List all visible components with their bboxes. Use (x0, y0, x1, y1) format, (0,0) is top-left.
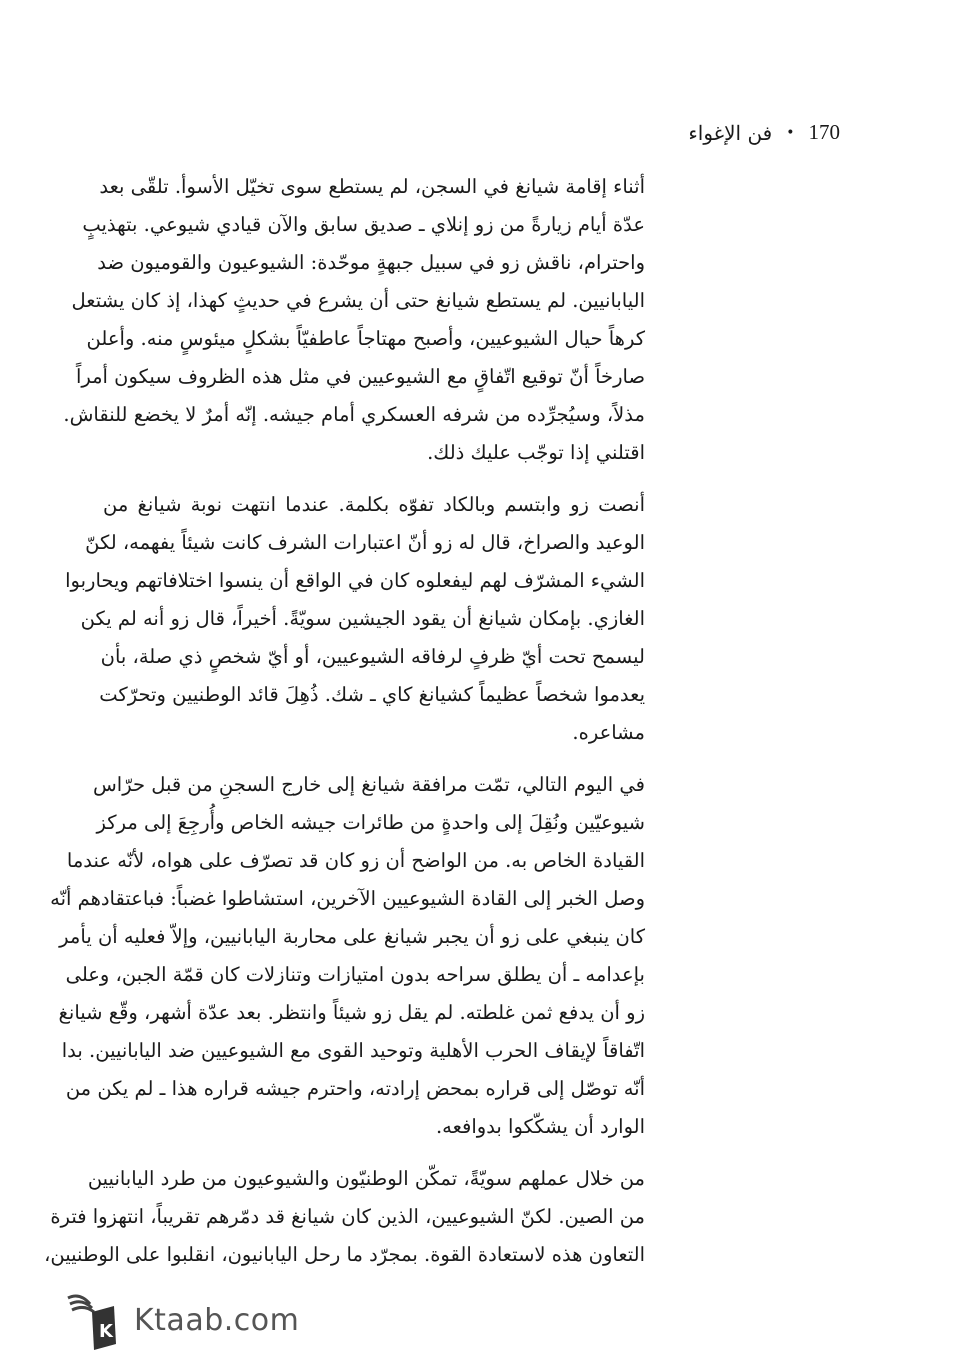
text-line: واحترام، ناقش زو في سبيل جبهةٍ موحّدة: الشيوعيون والقوميون ضد (97, 251, 645, 274)
watermark-text: Ktaab.com (134, 1302, 300, 1338)
text-line: من خلال عملهم سويّةً، تمكّن الوطنيّون والشيوعيون من طرد اليابانيين (87, 1167, 645, 1190)
text-line: الشيء المشرّف لهم ليفعلوه كان في الواقع أن ينسوا اختلافاتهم ويحاربوا (65, 569, 645, 592)
body-text (44, 168, 673, 1288)
running-title: فن الإغواء (688, 120, 773, 145)
text-line: زو أن يدفع ثمن غلطته. لم يقل زو شيئاً وانتظر. بعد عدّة أشهر، وقّع شيانغ (58, 1001, 645, 1024)
text-line: مذلاً، وسيُجرِّده من شرفه العسكري أمام جيشه. إنّه أمرٌ لا يخضع للنقاش. (63, 403, 645, 426)
text-line: من الصين. لكنّ الشيوعيين، الذين كان شيانغ قد دمّرهم تقريباً، انتهزوا فترة (50, 1205, 645, 1228)
running-header (688, 120, 840, 145)
text-line: الوعيد والصراخ، قال له زو أنّ اعتبارات الشرف كانت شيئاً يفهمه، لكنّ (85, 531, 645, 554)
text-line: أنصت زو وابتسم وبالكاد تفوّه بكلمة. عندما انتهت نوبة شيانغ من (103, 493, 645, 516)
text-line: في اليوم التالي، تمّت مرافقة شيانغ إلى خارج السجنِ من قبل حرّاس (93, 773, 645, 796)
text-line: اليابانيين. لم يستطع شيانغ حتى أن يشرع في حديثٍ كهذا، إذ كان يشتعل (71, 289, 645, 312)
text-line: يعدموا شخصاً عظيماً كشيانغ كاي ـ شك. ذُهِلَ قائد الوطنيين وتحرّكت (99, 683, 645, 706)
svg-text:K: K (99, 1321, 113, 1342)
text-line: أثناء إقامة شيانغ في السجن، لم يستطع سوى تخيّل الأسوأ. تلقّى بعد (99, 175, 645, 198)
text-line: صارخاً أنّ توقيع اتّفاقٍ مع الشيوعيين في مثل هذه الظروف سيكون أمراً (75, 365, 645, 388)
header-bullet: • (786, 124, 795, 141)
text-line: اتّفاقاً لإيقاف الحرب الأهلية وتوحيد القوى مع الشيوعيين ضد اليابانيين. بدا (61, 1039, 645, 1062)
paragraph-2 (65, 486, 673, 752)
text-line: ليسمح تحت أيّ ظرفٍ لرفاقه الشيوعيين، أو أيّ شخصٍ ذي صلة، بأن (100, 645, 645, 668)
open-book-icon (62, 1290, 122, 1350)
text-line: اقتلني إذا توجّب عليك ذلك. (427, 441, 645, 464)
text-line: عدّة أيام زيارةً من زو إنلاي ـ صديق سابق والآن قيادي شيوعي. بتهذيبٍ (82, 213, 645, 236)
text-line: بإعدامه ـ أن يطلق سراحه بدون امتيازات وتنازلات كان قمّة الجبن، وعلى (65, 963, 645, 986)
text-line: الغازي. بإمكان شيانغ أن يقود الجيشين سويّةً. أخيراً، قال زو أنه لم يكن (80, 607, 645, 630)
text-line: التعاون هذه لاستعادة القوة. بمجرّد ما رحل اليابانيون، انقلبوا على الوطنيين، (44, 1243, 645, 1266)
paragraph-4 (44, 1160, 673, 1274)
text-line: كان ينبغي على زو أن يجبر شيانغ على محاربة اليابانيين، وإلاّ فعليه أن يأمر (59, 925, 645, 948)
ktaab-watermark (62, 1290, 299, 1350)
paragraph-1 (63, 168, 673, 472)
text-line: أنّه توصّل إلى قراره بمحض إرادته، واحترم جيشه قراره هذا ـ لم يكن من (65, 1077, 645, 1100)
text-line: شيوعيّين ونُقِلَ إلى واحدةٍ من طائرات جيشه الخاص وأُرجِعَ إلى مركز (96, 811, 645, 834)
paragraph-3 (50, 766, 673, 1146)
text-line: كرهاً حيال الشيوعيين، وأصبح مهتاجاً عاطفيّاً بشكلٍ ميئوسٍ منه. وأعلن (86, 327, 645, 350)
page-number: 170 (808, 120, 840, 144)
text-line: مشاعره. (572, 721, 645, 744)
text-line: وصل الخبر إلى القادة الشيوعيين الآخرين، استشاطوا غضباً: فباعتقادهم أنّه (50, 887, 645, 910)
text-line: الوارد أن يشكّكوا بدوافعه. (435, 1115, 645, 1138)
text-line: القيادة الخاص به. من الواضح أن زو كان قد تصرّف على هواه، لأنّه عندما (66, 849, 645, 872)
